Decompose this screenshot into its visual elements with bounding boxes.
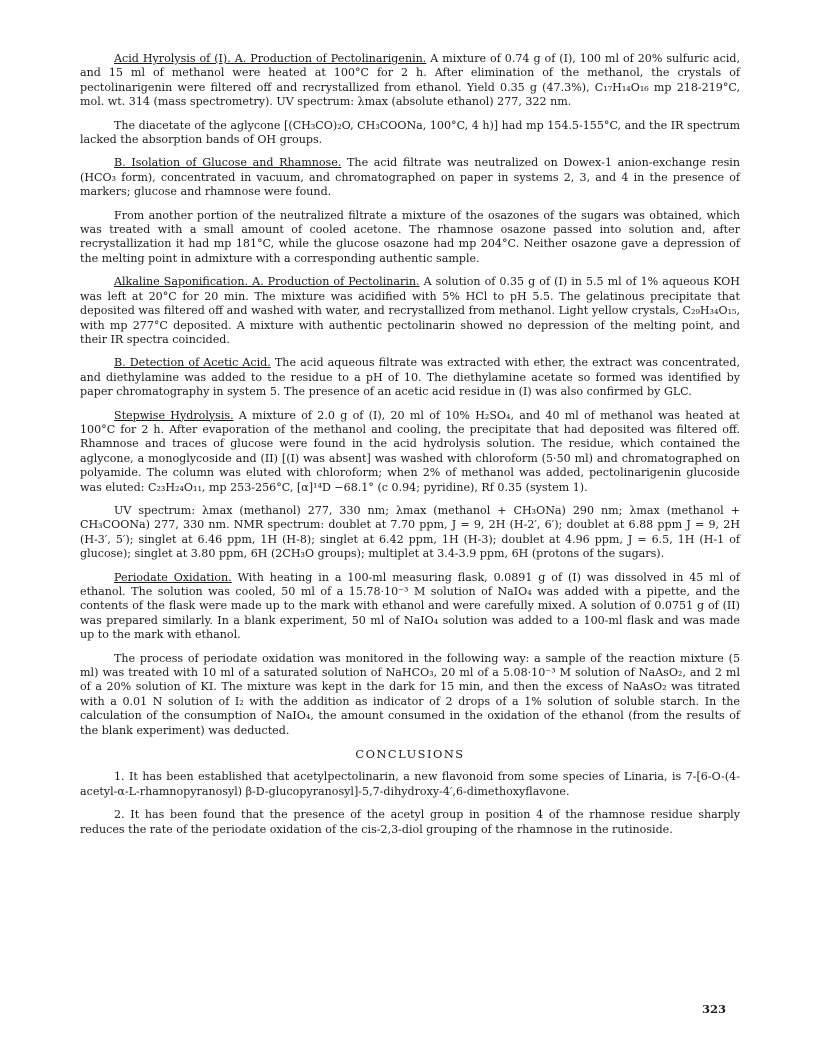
- section-heading: Acid Hyrolysis of (I). A. Production of Pectolinarigenin.: [114, 52, 427, 65]
- paragraph-text: With heating in a 100-ml measuring flask, 0.0891 g of (I) was dissolved in 45 ml of ethanol. The solution was cooled, 50 ml of a 15.78·10⁻³ M solution of NaIO₄ was added with a pipette, and the contents of the flask were made up to the mark with ethanol and were carefully mixed. A solution of 0.0751 g of (II) was prepared similarly. In a blank experiment, 50 ml of NaIO₄ solution was added to a 100-ml flask and was made up to the mark with ethanol.: [80, 570, 740, 642]
- paragraph-text: From another portion of the neutralized filtrate a mixture of the osazones of the sugars was obtained, which was treated with a small amount of cooled acetone. The rhamnose osazone passed into solution and, after recrystallization it had mp 181°C, while the glucose osazone had mp 204°C. Neither osazone gave a depression of the melting point in admixture with a corresponding authentic sample.: [80, 208, 740, 265]
- section-heading: B. Detection of Acetic Acid.: [114, 356, 271, 370]
- paragraph-text: A mixture of 0.74 g of (I), 100 ml of 20% sulfuric acid, and 15 ml of methanol were heated at 100°C for 2 h. After elimination of the methanol, the crystals of pectolinarigenin were filtered off and recrystallized from ethanol. Yield 0.35 g (47.3%), C₁₇H₁₄O₁₆ mp 218-219°C, mol. wt. 314 (mass spectrometry). UV spectrum: λmax (absolute ethanol) 277, 322 nm.: [80, 52, 740, 109]
- paragraph-alkaline-saponification: [80, 275, 740, 347]
- paragraph-text: The diacetate of the aglycone [(CH₃CO)₂O, CH₃COONa, 100°C, 4 h)] had mp 154.5-155°C, and the IR spectrum lacked the absorption bands of OH groups.: [80, 118, 740, 147]
- section-heading: B. Isolation of Glucose and Rhamnose.: [114, 156, 342, 170]
- paragraph-text: A mixture of 2.0 g of (I), 20 ml of 10% H₂SO₄, and 40 ml of methanol was heated at 100°C for 2 h. After evaporation of the methanol and cooling, the precipitate that had deposited was filtered off. Rhamnose and traces of glucose were found in the acid hydrolysis solution. The residue, which contained the aglycone, a monoglycoside and (II) [(I) was absent] was washed with chloroform (5·50 ml) and chromatographed on polyamide. The column was eluted with chloroform; when 2% of methanol was added, pectolinarigenin glucoside was eluted: C₂₃H₂₄O₁₁, mp 253-256°C, [α]¹⁴D −68.1° (c 0.94; pyridine), Rf 0.35 (system 1).: [80, 408, 741, 494]
- paragraph-acetic-acid: [80, 356, 740, 399]
- paragraph-text: The process of periodate oxidation was monitored in the following way: a sample of the reaction mixture (5 ml) was treated with 10 ml of a saturated solution of NaHCO₃, 20 ml of a 5.08·10⁻³ M solution of NaAsO₂, and 2 ml of a 20% solution of KI. The mixture was kept in the dark for 15 min, and then the excess of NaAsO₂ was titrated with a 0.01 N solution of I₂ with the addition as indicator of 2 drops of a 1% solution of soluble starch. In the calculation of the consumption of NaIO₄, the amount consumed in the oxidation of the ethanol (from the results of the blank experiment) was deducted.: [80, 651, 740, 737]
- conclusion-item: 1. It has been established that acetylpectolinarin, a new flavonoid from some species of Linaria, is 7-[6-O-(4-acetyl-α-L-rhamnopyranosyl) β-D-glucopyranosyl]-5,7-dihydroxy-4′,6-dimethoxyflavone.: [80, 770, 740, 798]
- paragraph-stepwise-hydrolysis: [80, 409, 740, 495]
- paragraph-text: UV spectrum: λmax (methanol) 277, 330 nm; λmax (methanol + CH₃ONa) 290 nm; λmax (methanol + CH₃COONa) 277, 330 nm. NMR spectrum: doublet at 7.70 ppm, J = 9, 2H (H-2′, 6′); doublet at 6.88 ppm J = 9, 2H (H-3′, 5′); singlet at 6.46 ppm, 1H (H-8); singlet at 6.42 ppm, 1H (H-3); doublet at 4.96 ppm, J = 6.5, 1H (H-1 of glucose); singlet at 3.80 ppm, 6H (2CH₃O groups); multiplet at 3.4-3.9 ppm, 6H (protons of the sugars).: [80, 503, 740, 561]
- section-heading: Periodate Oxidation.: [114, 570, 232, 584]
- paragraph-diacetate: [80, 119, 740, 148]
- paragraph-text: The acid aqueous filtrate was extracted with ether, the extract was concentrated, and diethylamine was added to the residue to a pH of 10. The diethylamine acetate so formed was identified by paper chromatography in system 5. The presence of an acetic acid residue in (I) was also confirmed by GLC.: [80, 356, 740, 399]
- paragraph-text: A solution of 0.35 g of (I) in 5.5 ml of 1% aqueous KOH was left at 20°C for 20 min. The mixture was acidified with 5% HCl to pH 5.5. The gelatinous precipitate that deposited was filtered off and washed with water, and recrystallized from methanol. Light yellow crystals, C₂₉H₃₄O₁₅, with mp 277°C deposited. A mixture with authentic pectolinarin showed no depression of the melting point, and their IR spectra coincided.: [80, 275, 740, 346]
- conclusions-heading: CONCLUSIONS: [355, 747, 465, 762]
- page-number: 323: [702, 1002, 727, 1016]
- paragraph-monitoring: [80, 652, 740, 738]
- paragraph-osazones: [80, 209, 740, 267]
- section-heading: Alkaline Saponification. A. Production of Pectolinarin.: [114, 275, 420, 289]
- section-heading: Stepwise Hydrolysis.: [114, 408, 234, 422]
- body-text: [80, 52, 740, 846]
- paragraph-spectra: [80, 504, 740, 562]
- conclusion-item: 2. It has been found that the presence of the acetyl group in position 4 of the rhamnose residue sharply reduces the rate of the periodate oxidation of the cis-2,3-diol grouping of the rhamnose in the rutinoside.: [80, 808, 740, 836]
- paragraph-text: The acid filtrate was neutralized on Dowex-1 anion-exchange resin (HCO₃ form), concentrated in vacuum, and chromatographed on paper in systems 2, 3, and 4 in the presence of markers; glucose and rhamnose were found.: [80, 156, 740, 199]
- paragraph-acid-hydrolysis: [80, 52, 740, 110]
- paragraph-glucose-rhamnose: [80, 156, 740, 199]
- paragraph-periodate-oxidation: [80, 571, 740, 643]
